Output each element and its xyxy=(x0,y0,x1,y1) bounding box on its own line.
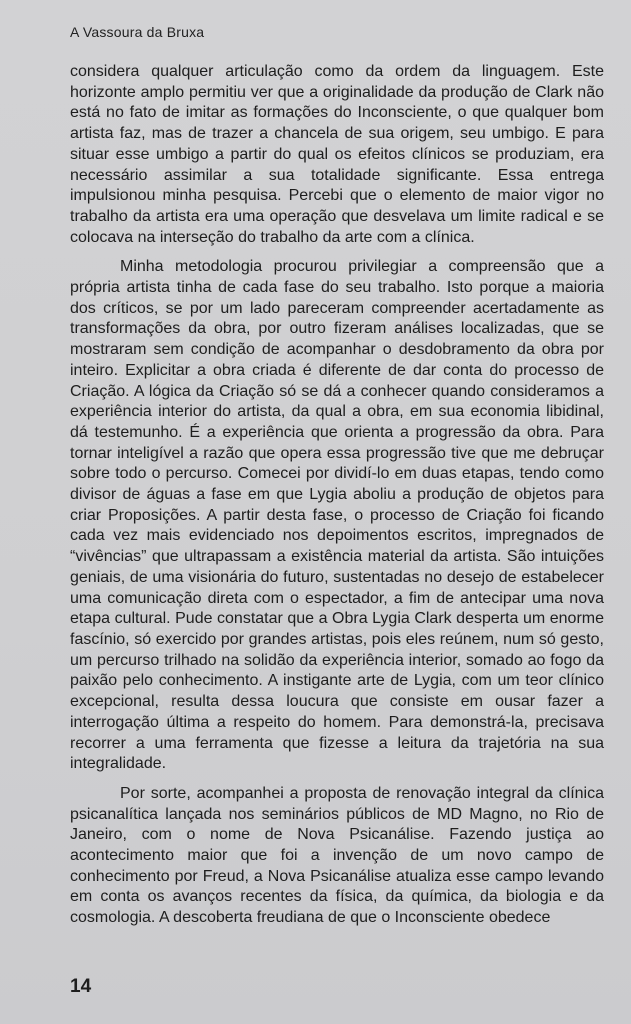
page-number: 14 xyxy=(70,976,92,997)
body-text xyxy=(70,62,604,929)
paragraph-methodology: Minha metodologia procurou privilegiar a compreensão que a própria artista tinha de cada fase do seu trabalho. Isto porque a maioria dos críticos, se por um lado pareceram compreender acertadamente as transformações da obra, por outro fizeram análises localizadas, que se mostraram sem condição de acompanhar o desdobramento da obra por inteiro. Explicitar a obra criada é diferente de dar conta do processo de Criação. A lógica da Criação só se dá a conhecer quando consideramos a experiência interior do artista, da qual a obra, em sua economia libidinal, dá testemunho. É a experiência que orienta a progressão da obra. Para tornar inteligível a razão que opera essa progressão tive que me debruçar sobre todo o percurso. Comecei por dividí-lo em duas etapas, tendo como divisor de águas a fase em que Lygia aboliu a produção de objetos para criar Proposições. A partir desta fase, o processo de Criação foi ficando cada vez mais evidenciado nos depoimentos escritos, impregnados de “vivências” que ultrapassam a existência material da artista. São intuições geniais, de uma visionária do futuro, sustentadas no desejo de estabelecer uma comunicação direta com o espectador, a fim de antecipar uma nova etapa cultural. Pude constatar que a Obra Lygia Clark desperta um enorme fascínio, só exercido por grandes artistas, pois eles reúnem, num só gesto, um percurso trilhado na solidão da experiência interior, somado ao fogo da paixão pelo conhecimento. A instigante arte de Lygia, com um teor clínico excepcional, resulta dessa loucura que consiste em ousar fazer a interrogação última a respeito do homem. Para demonstrá-la, precisava recorrer a uma ferramenta que fizesse a leitura da trajetória na sua integralidade. xyxy=(70,258,604,773)
paragraph-nova-psicanalise: Por sorte, acompanhei a proposta de renovação integral da clínica psicanalítica lançada nos seminários públicos de MD Magno, no Rio de Janeiro, com o nome de Nova Psicanálise. Fazendo justiça ao acontecimento maior que foi a invenção de um novo campo de conhecimento por Freud, a Nova Psicanálise atualiza esse campo levando em conta os avanços recentes da física, da química, da biologia e da cosmologia. A descoberta freudiana de que o Inconsciente obedece xyxy=(70,784,604,927)
running-head-title: A Vassoura da Bruxa xyxy=(70,24,205,40)
paragraph-continuation: considera qualquer articulação como da ordem da linguagem. Este horizonte amplo permitiu ver que a originalidade da produção de Clark não está no fato de imitar as formações do Inconsciente, o que qualquer bom artista faz, mas de trazer a chancela de sua origem, seu umbigo. E para situar esse umbigo a partir do qual os efeitos clínicos se produziam, era necessário assimilar a sua totalidade significante. Essa entrega impulsionou minha pesquisa. Percebi que o elemento de maior vigor no trabalho da artista era uma operação que desvelava um limite radical e se colocava na interseção do trabalho da arte com a clínica. xyxy=(70,63,604,246)
